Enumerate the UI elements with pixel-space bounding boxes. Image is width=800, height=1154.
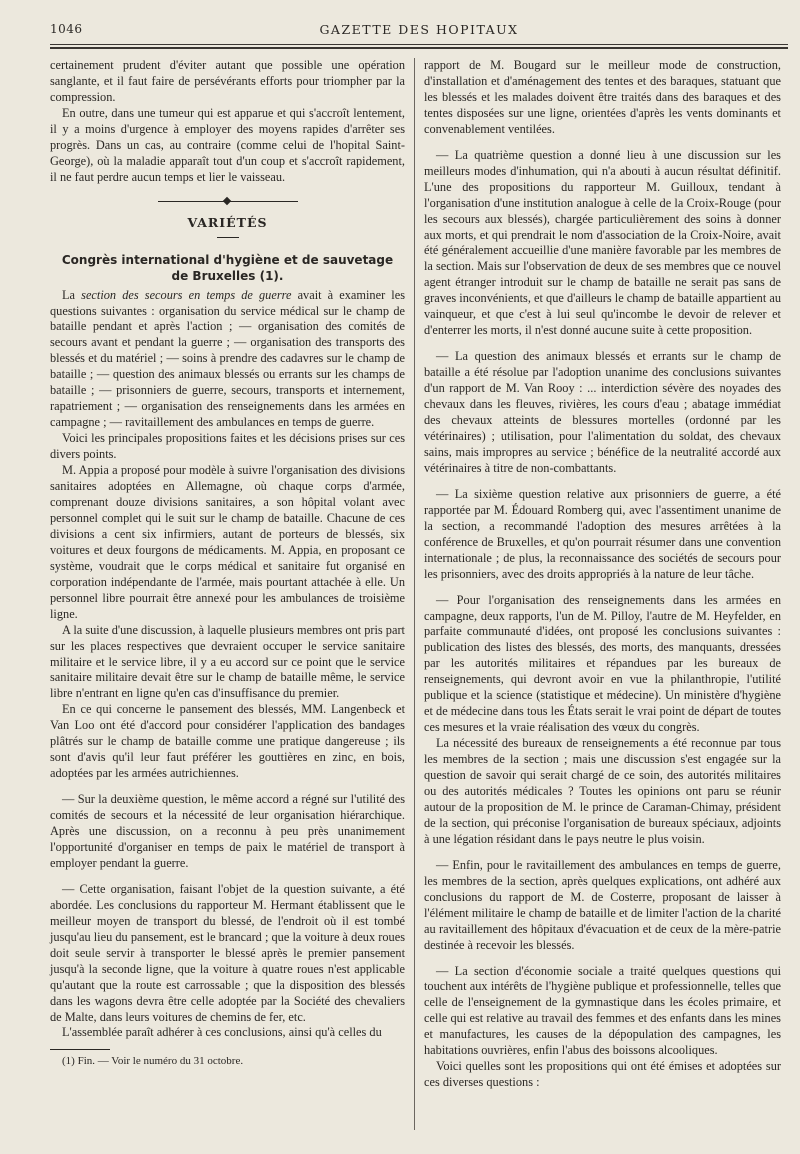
paragraph: — Enfin, pour le ravitaillement des ambulances en temps de guerre, les membres de la section, après quelques explications, ont adhéré aux conclusions du rapport de M. de Costerre, proposant de laisser à l'élément militaire le champ de bataille et de limiter l'action de la charité au ravitaillement des hôpitaux d'évacuation et de ceux de la mère-patrie destinée à recevoir les blessés. <box>424 857 781 952</box>
column-divider <box>414 58 415 1130</box>
journal-title: GAZETTE DES HOPITAUX <box>319 22 519 37</box>
paragraph: certainement prudent d'éviter autant que possible une opération sanglante, et il faut faire de persévérants efforts pour triompher par la compression. <box>50 58 405 104</box>
header-rule-thick <box>50 47 788 49</box>
text-run: avait à examiner les questions suivantes : organisation du service médical sur le champ de bataille pendant et après l'action ; — organisation des comités de secours avant et pendant la guerre ; — organisation des transports des blessés et du matériel ; — soins à prendre des cadavres sur le champ de bataille ; — question des animaux blessés ou errants sur les champs de bataille ; — prisonniers de guerre, secours, transports et internement, rapatriement ; — organisation des renseignements dans les armées en campagne ; — ravitaillement des ambulances en temps de guerre. <box>50 287 405 430</box>
paragraph: A la suite d'une discussion, à laquelle plusieurs membres ont pris part sur les places respectives que devraient occuper le service sanitaire militaire et le service libre, il y a eu accord sur ce point que le service sanitaire militaire devait être sur le champ de bataille même, le service libre n'entrant en ligne qu'en cas d'insuffisance du premier. <box>50 622 405 701</box>
page-header <box>50 22 788 40</box>
left-column <box>50 58 405 1068</box>
paragraph: En ce qui concerne le pansement des blessés, MM. Langenbeck et Van Loo ont été d'accord pour considérer l'application des bandages plâtrés sur le champ de bataille comme une pratique dangereuse ; ils sont d'avis qu'il leur faut préférer les gouttières en zinc, en bois, adoptées par les armées autrichiennes. <box>50 702 405 781</box>
diamond-icon <box>222 196 230 204</box>
paragraph: — La section d'économie sociale a traité quelques questions qui touchent aux intérêts de l'hygiène publique et professionnelle, telles que celle de l'enseignement de la gymnastique dans les écoles primaire, et celle qui est relative au travail des femmes et des enfants dans les mines et manufactures, les causes de la dépopulation des campagnes, les habitations ouvrières, enfin l'abus des boissons alcooliques. <box>424 963 781 1058</box>
paragraph: — La quatrième question a donné lieu à une discussion sur les meilleurs modes d'inhumation, qui n'a abouti à aucun résultat définitif. L'une des propositions du rapporteur M. Guilloux, tendant à l'organisation d'une institution analogue à celle de la Croix-Rouge (pour les secours aux blessés), chargée particulièrement des soins à donner aux morts, et qui prendrait le nom d'association de la Croix-Noire, avait été généralement accueillie d'une manière favorable par les membres de la section. Mais sur l'observation de deux de ses membres que ce nouvel agent étranger introduit sur le champ de bataille ne serait pas sans de graves inconvénients, et que d'ailleurs le champ de bataille appartient au vainqueur, et que c'est à lui seul qu'incombe le devoir de relever et d'enterrer les morts, il n'est donné aucune suite à cette proposition. <box>424 147 782 338</box>
paragraph: Voici quelles sont les propositions qui ont été émises et adoptées sur ces diverses questions : <box>424 1059 781 1090</box>
paragraph: rapport de M. Bougard sur le meilleur mode de construction, d'installation et d'aménagement des tentes et des baraques, statuant que les blessés et les malades doivent être traités dans des baraques et des tentes disposées sur une ligne, orientées d'après les vents dominants et convenablement ventilées. <box>424 58 781 136</box>
paragraph: — Pour l'organisation des renseignements dans les armées en campagne, deux rapports, l'un de M. Pilloy, l'autre de M. Heyfelder, en parfaite communauté d'idées, ont proposé les conclusions suivantes : publication des listes des blessés, des morts, des manquants, dressées par les autorités militaires et répandues par les bureaux de renseignements, qui devront avoir en vue la philanthropie, l'utilité publique et la science (statistique et médecine). Un ministère d'hygiène et de médecine dans tous les États serait le vrai point de départ de toutes ces mesures et la vraie réalisation des vœux du congrès. <box>424 592 781 735</box>
ornament-divider <box>158 198 298 205</box>
right-column <box>424 58 781 1091</box>
paragraph: L'assemblée paraît adhérer à ces conclusions, ainsi qu'à celles du <box>62 1025 382 1040</box>
paragraph: Voici les principales propositions faites et les décisions prises sur ces divers points. <box>50 431 405 462</box>
paragraph: En outre, dans une tumeur qui est apparue et qui s'accroît lentement, il y a moins d'urgence à employer des moyens rapides d'arrêter ses progrès. Dans un cas, au contraire (comme celui de l'hopital Saint-George), où la maladie apparaît tout d'un coup et s'accroît rapidement, il ne faut perdre aucun temps et lier le vaisseau. <box>50 105 405 184</box>
section-title: VARIÉTÉS <box>187 214 268 230</box>
header-rule <box>50 44 788 45</box>
footnote: (1) Fin. — Voir le numéro du 31 octobre. <box>62 1055 244 1068</box>
paragraph: La nécessité des bureaux de renseignements a été reconnue par tous les membres de la section ; mais une discussion s'est engagée sur la question de savoir qui serait chargé de ce soin, des autorités militaires ou des autorités médicales ? Toutes les opinions ont paru se réunir autour de la proposition de M. le prince de Caraman-Chimay, président de la section, qui préconise l'organisation de bureaux spéciaux, adjoints à une légation résidant dans le pays neutre le plus voisin. <box>424 736 781 846</box>
paragraph: — Sur la deuxième question, le même accord a régné sur l'utilité des comités de secours et la nécessité de leur organisation hiérarchique. Après une discussion, on a reconnu à peu près unanimement l'opportunité d'organiser en temps de paix le matériel de transport à employer pendant la guerre. <box>50 792 405 870</box>
paragraph: — La sixième question relative aux prisonniers de guerre, a été rapportée par M. Édouard Romberg qui, avec l'assentiment unanime de la section, a recommandé l'adoption des mesures arrêtées à la conférence de Bruxelles, et qu'on pourrait résumer dans une convention internationale ; de plus, la reconnaissance des sociétés de secours pour les prisonniers, avec des droits appropriés à la nature de leur tâche. <box>424 486 781 581</box>
paragraph: M. Appia a proposé pour modèle à suivre l'organisation des divisions sanitaires adoptées en Allemagne, où chaque corps d'armée, comprenant douze divisions sanitaires, a son hôpital volant avec personnel complet qui le suit sur le champ de bataille. Chacune de ces divisions a cent six infirmiers, autant de porteurs de blessés, six voitures et deux fourgons de médicaments. M. Appia, en proposant ce système, voudrait que le corps médical et sanitaire fut organisé en corporation indépendante de l'armée, mais pourtant attachée à elle. Un personnel libre pourrait être annexé pour les ambulances de troisième ligne. <box>50 463 405 621</box>
page-number: 1046 <box>50 22 83 36</box>
text-run: La <box>62 287 82 302</box>
article-title-line: Congrès international d'hygiène et de sauvetage <box>61 252 394 267</box>
article-title <box>50 252 405 284</box>
article-title-line: de Bruxelles (1). <box>171 268 284 283</box>
short-rule <box>217 237 239 238</box>
paragraph: — Cette organisation, faisant l'objet de la question suivante, a été abordée. Les conclusions du rapporteur M. Hermant établissent que le meilleur moyen de transport du blessé, de l'endroit où il est tombé jusqu'au lieu du pansement, est le brancard ; que la voiture à deux roues doit seule servir à transporter le blessé après le premier pansement jusqu'à la seconde ligne, que la voiture à quatre roues n'est applicable qu'autant que la route est carrossable ; que la disposition des blessés dans les wagons devra être celle adoptée par la Société des chevaliers de Malte, dans leurs voitures de chemins de fer, etc. <box>50 881 405 1024</box>
paragraph: — La question des animaux blessés et errants sur le champ de bataille a été résolue par l'adoption unanime des conclusions suivantes d'un rapport de M. Van Rooy : ... interdiction sévère des noyades des chevaux dans les fleuves, rivières, les cours d'eau ; abatage immédiat des chevaux atteints de blessures mortelles (ordonné par les vétérinaires) ; utilisation, pour l'alimentation du soldat, des chevaux sains, mais impropres au service ; bénéfice de la neutralité accordé aux vétérinaires à titre de non-combattants. <box>424 349 781 475</box>
footnote-rule <box>50 1049 110 1050</box>
italic-text-run: section des secours en temps de guerre <box>81 287 292 302</box>
paragraph <box>50 288 405 432</box>
